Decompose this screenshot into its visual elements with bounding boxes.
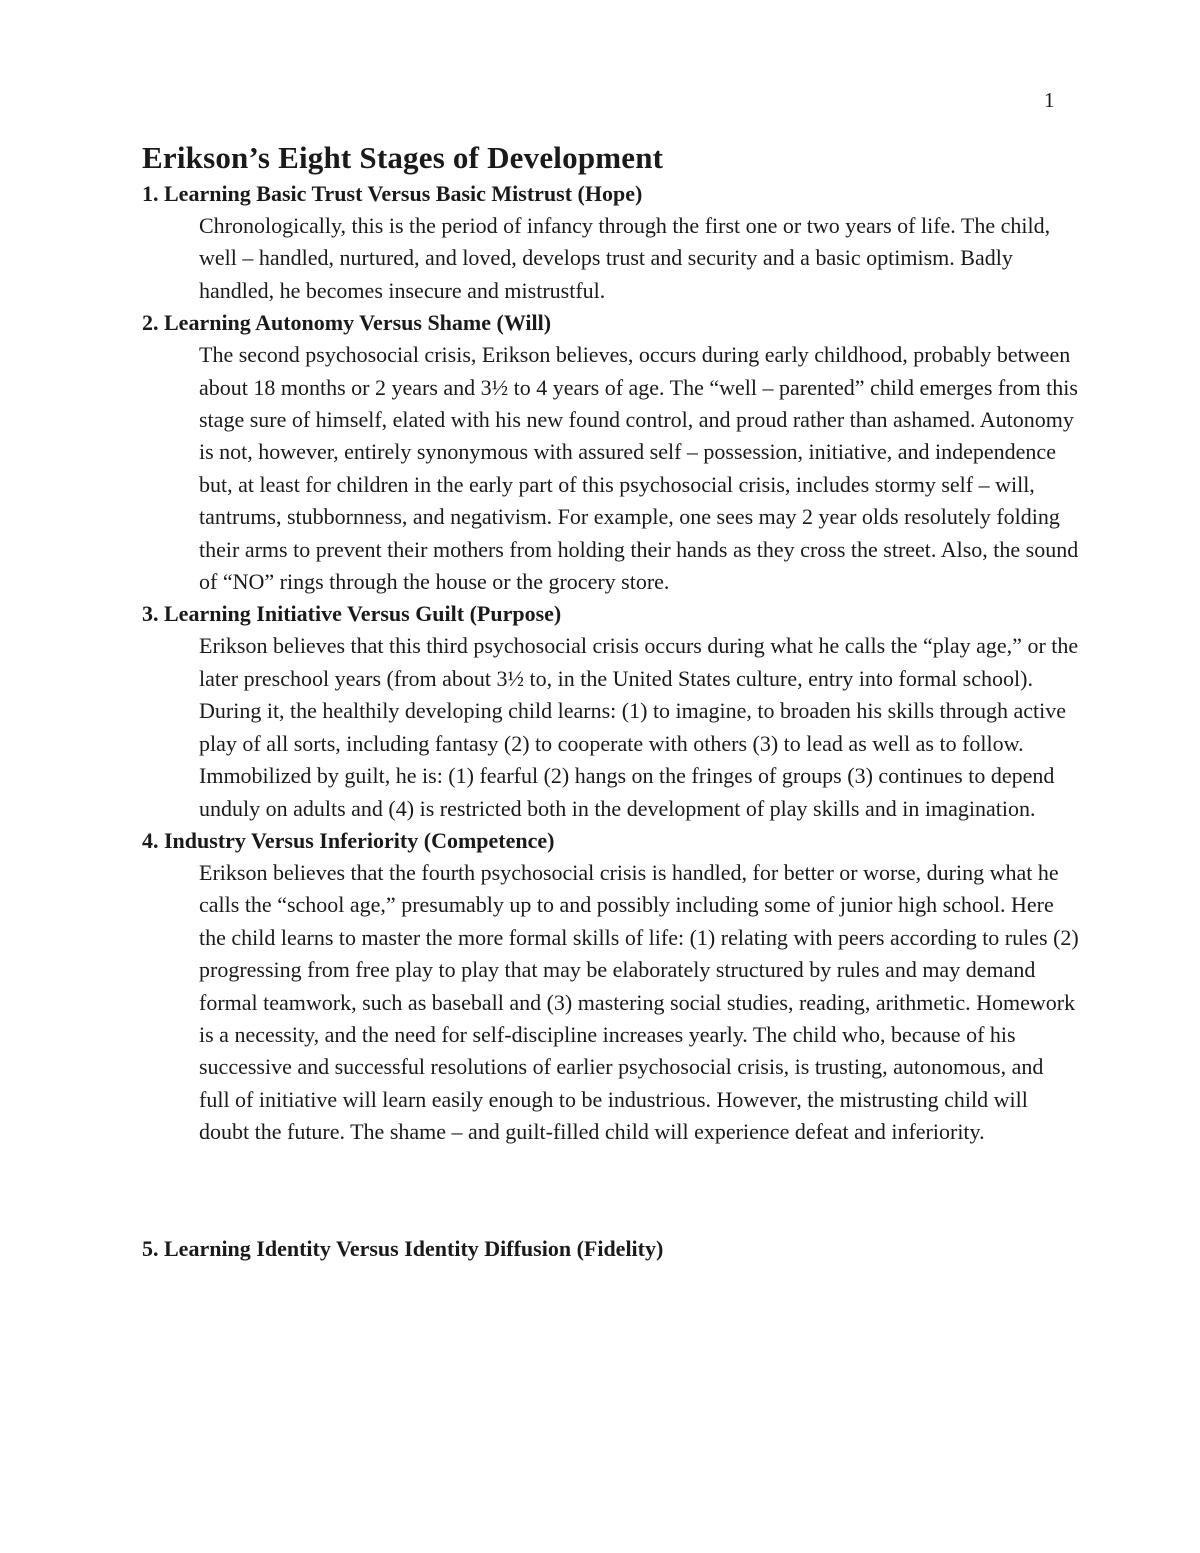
- stage-2-body: The second psychosocial crisis, Erikson believes, occurs during early childhood, probably between about 18 months or 2 years and 3½ to 4 years of age. The “well – parented” child emerges from this stage sure of himself, elated with his new found control, and proud rather than ashamed. Autonomy is not, however, entirely synonymous with assured self – possession, initiative, and independence but, at least for children in the early part of this psychosocial crisis, includes stormy self – will, tantrums, stubbornness, and negativism. For example, one sees may 2 year olds resolutely folding their arms to prevent their mothers from holding their hands as they cross the street. Also, the sound of “NO” rings through the house or the grocery store.: [199, 342, 1079, 595]
- page-number: 1: [1044, 88, 1055, 112]
- stage-4-heading: 4. Industry Versus Inferiority (Competence): [142, 827, 555, 853]
- stage-5-heading: 5. Learning Identity Versus Identity Diffusion (Fidelity): [142, 1235, 664, 1261]
- stage-4-body: Erikson believes that the fourth psychosocial crisis is handled, for better or worse, during what he calls the “school age,” presumably up to and possibly including some of junior high school. Here the child learns to master the more formal skills of life: (1) relating with peers according to rules (2) progressing from free play to play that may be elaborately structured by rules and may demand formal teamwork, such as baseball and (3) mastering social studies, reading, arithmetic. Homework is a necessity, and the need for self-discipline increases yearly. The child who, because of his successive and successful resolutions of earlier psychosocial crisis, is trusting, autonomous, and full of initiative will learn easily enough to be industrious. However, the mistrusting child will doubt the future. The shame – and guilt-filled child will experience defeat and inferiority.: [199, 859, 1079, 1145]
- stage-3-body: Erikson believes that this third psychosocial crisis occurs during what he calls the “play age,” or the later preschool years (from about 3½ to, in the United States culture, entry into formal school). During it, the healthily developing child learns: (1) to imagine, to broaden his skills through active play of all sorts, including fantasy (2) to cooperate with others (3) to lead as well as to follow. Immobilized by guilt, he is: (1) fearful (2) hangs on the fringes of groups (3) continues to depend unduly on adults and (4) is restricted both in the development of play skills and in imagination.: [199, 633, 1079, 821]
- stage-1-heading: 1. Learning Basic Trust Versus Basic Mistrust (Hope): [142, 181, 643, 206]
- stage-3-heading: 3. Learning Initiative Versus Guilt (Purpose): [142, 601, 562, 627]
- stage-2-heading: 2. Learning Autonomy Versus Shame (Will): [142, 310, 552, 336]
- document-title: Erikson’s Eight Stages of Development: [142, 140, 664, 175]
- stage-1-body: Chronologically, this is the period of infancy through the first one or two years of life. The child, well – handled, nurtured, and loved, develops trust and security and a basic optimism. Badly handled, he becomes insecure and mistrustful.: [199, 213, 1051, 303]
- document-body: [142, 138, 1079, 1265]
